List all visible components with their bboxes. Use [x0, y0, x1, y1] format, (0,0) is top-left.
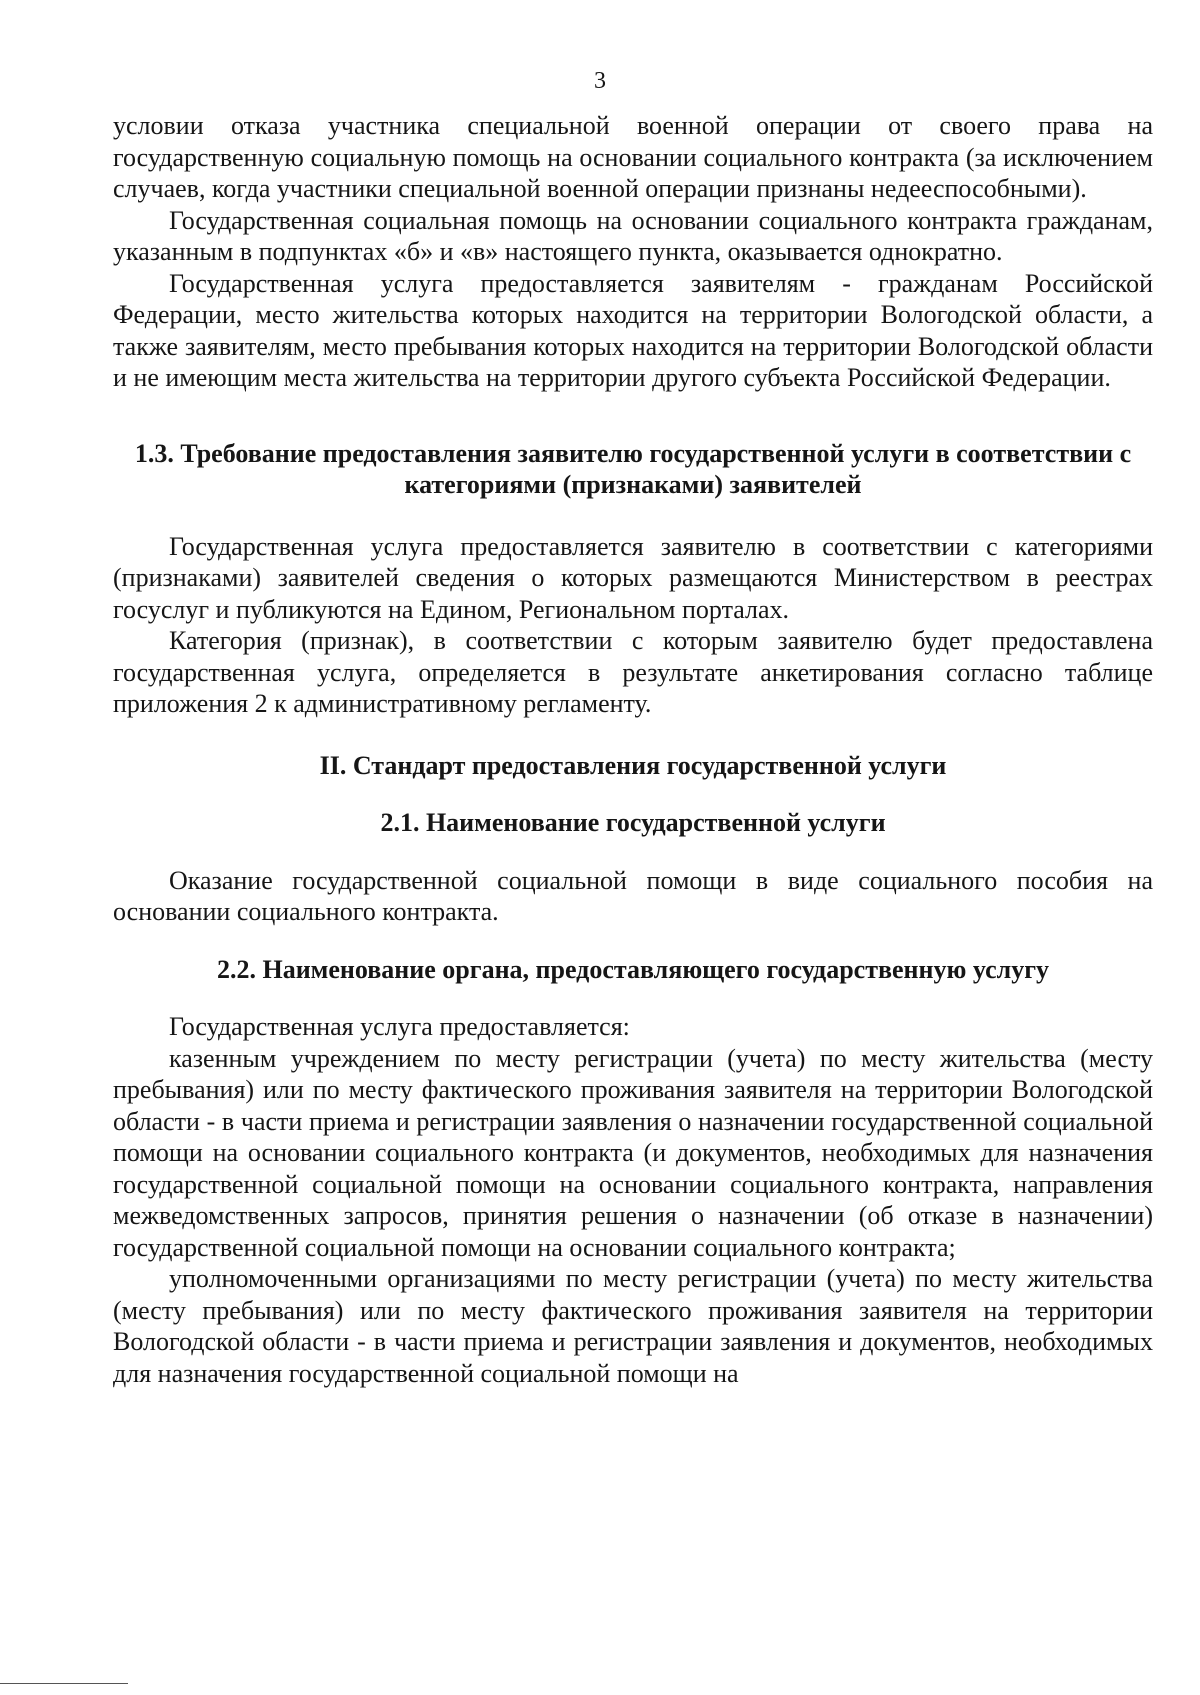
paragraph-one-time-assistance: Государственная социальная помощь на основании социального контракта гражданам, указанным в подпунктах «б» и «в» настоящего пункта, оказывается однократно.	[113, 205, 1153, 266]
paragraph-continuation: условии отказа участника специальной военной операции от своего права на государственную социальную помощь на основании социального контракта (за исключением случаев, когда участники специальной военной операции признаны недееспособными).	[113, 111, 1153, 203]
section-heading-ii: II. Стандарт предоставления государственной услуги	[319, 750, 947, 780]
paragraph-applicants: Государственная услуга предоставляется заявителям - гражданам Российской Федерации, место жительства которых находится на территории Вологодской области, а также заявителям, место пребывания которых находится на территории Вологодской области и не имеющим места жительства на территории другого субъекта Российской Федерации.	[113, 268, 1153, 392]
paragraph-service-name: Оказание государственной социальной помощи в виде социального пособия на основании социального контракта.	[113, 865, 1153, 926]
paragraph-provided-by: Государственная услуга предоставляется:	[169, 1012, 630, 1041]
paragraph-category-survey: Категория (признак), в соответствии с которым заявителю будет предоставлена государственная услуга, определяется в результате анкетирования согласно таблице приложения 2 к административному регламенту.	[113, 626, 1153, 718]
paragraph-authorized-organizations: уполномоченными организациями по месту регистрации (учета) по месту жительства (месту пребывания) или по месту фактического проживания заявителя на территории Вологодской области - в части приема и регистрации заявления и документов, необходимых для назначения государственной социальной помощи на	[113, 1264, 1153, 1388]
paragraph-categories: Государственная услуга предоставляется заявителю в соответствии с категориями (признаками) заявителей сведения о которых размещаются Министерством в реестрах госуслуг и публикуются на Едином, Региональном порталах.	[113, 531, 1153, 624]
page-number: 3	[594, 68, 606, 94]
document-body	[113, 110, 1153, 1389]
footer-rule	[0, 1683, 128, 1684]
section-heading-1-3: 1.3. Требование предоставления заявителю государственной услуги в соответствии с категориями (признаками) заявителей	[134, 438, 1132, 499]
section-heading-2-2: 2.2. Наименование органа, предоставляющего государственную услугу	[216, 954, 1050, 984]
section-heading-2-1: 2.1. Наименование государственной услуги	[380, 808, 886, 837]
paragraph-state-institution: казенным учреждением по месту регистрации (учета) по месту жительства (месту пребывания) или по месту фактического проживания заявителя на территории Вологодской области - в части приема и регистрации заявления о назначении государственной социальной помощи на основании социального контракта (и документов, необходимых для назначения государственной социальной помощи на основании социального контракта, направления межведомственных запросов, принятия решения о назначении (об отказе в назначении) государственной социальной помощи на основании социального контракта;	[113, 1043, 1153, 1262]
